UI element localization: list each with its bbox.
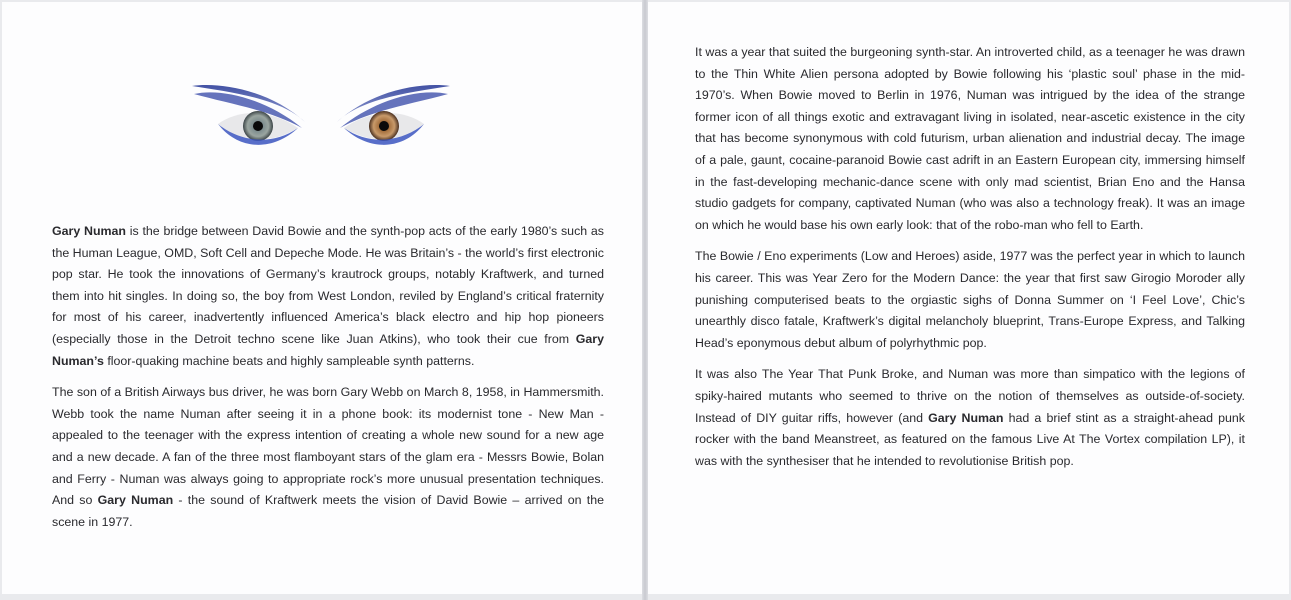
bold-name: Gary Numan: [52, 224, 126, 238]
left-page-text: [52, 221, 604, 543]
left-eye: [192, 85, 305, 145]
left-paragraph-1: Gary Numan is the bridge between David Bowie and the synth-pop acts of the early 1980’s such as the Human League, OMD, Soft Cell and Depeche Mode. He was Britain’s - the world’s first electronic pop star. He took the innovations of Germany’s krautrock groups, notably Kraftwerk, and turned them into hit singles. In doing so, the boy from West London, reviled by England’s critical fraternity for most of his career, inadvertently influenced America’s black electro and hip hop pioneers (especially those in the Detroit techno scene like Juan Atkins), who took their cue from Gary Numan’s floor-quaking machine beats and highly sampleable synth patterns.: [52, 224, 604, 368]
right-eye: [337, 85, 450, 145]
left-paragraph-2: The son of a British Airways bus driver, he was born Gary Webb on March 8, 1958, in Hammersmith. Webb took the name Numan after seeing it in a phone book: its modernist tone - New Man - appealed to the teenager with the express intention of creating a whole new sound for a new age and a new decade. A fan of the three most flamboyant stars of the glam era - Messrs Bowie, Bolan and Ferry - Numan was always going to appropriate rock’s more unusual presentation techniques. And so Gary Numan - the sound of Kraftwerk meets the vision of David Bowie – arrived on the scene in 1977.: [52, 385, 604, 529]
left-page: [2, 2, 642, 594]
right-paragraph-3: It was also The Year That Punk Broke, and Numan was more than simpatico with the legions of spiky-haired mutants who seemed to thrive on the notion of themselves as outside-of-society. Instead of DIY guitar riffs, however (and Gary Numan had a brief stint as a straight-ahead punk rocker with the band Meanstreet, as featured on the famous Live At The Vortex compilation LP), it was with the synthesiser that he intended to revolutionise British pop.: [695, 367, 1245, 468]
bold-name: Gary Numan: [97, 493, 174, 508]
right-page: [648, 2, 1289, 594]
bold-name: Gary Numan: [928, 410, 1004, 425]
eyes-artwork: [190, 80, 452, 160]
bold-name: Gary Numan’s: [52, 331, 604, 368]
right-paragraph-2: The Bowie / Eno experiments (Low and Heroes) aside, 1977 was the perfect year in which to launch his career. This was Year Zero for the Modern Dance: the year that first saw Girogio Moroder ally punishing computerised beats to the orgiastic sighs of Donna Summer on ‘I Feel Love’, Chic’s unearthly disco fatale, Kraftwerk’s digital melancholy blueprint, Trans-Europe Express, and Talking Head’s eponymous debut album of polyrhythmic pop.: [695, 249, 1245, 350]
right-paragraph-1: It was a year that suited the burgeoning synth-star. An introverted child, as a teenager he was drawn to the Thin White Alien persona adopted by Bowie following his ‘plastic soul’ phase in the mid-1970’s. When Bowie moved to Berlin in 1976, Numan was intrigued by the idea of the strange former icon of all things exotic and extravagant living in isolated, near-ascetic existence in the city that has become synonymous with cold futurism, urban alienation and industrial decay. The image of a pale, gaunt, cocaine-paranoid Bowie cast adrift in an Eastern European city, immersing himself in the fast-developing mechanic-dance scene with only mad scientist, Brian Eno and the Hansa studio gadgets for company, captivated Numan (who was also a technology freak). It was an image on which he would base his own early look: that of the robo-man who fell to Earth.: [695, 45, 1245, 232]
right-page-text: [695, 42, 1245, 482]
